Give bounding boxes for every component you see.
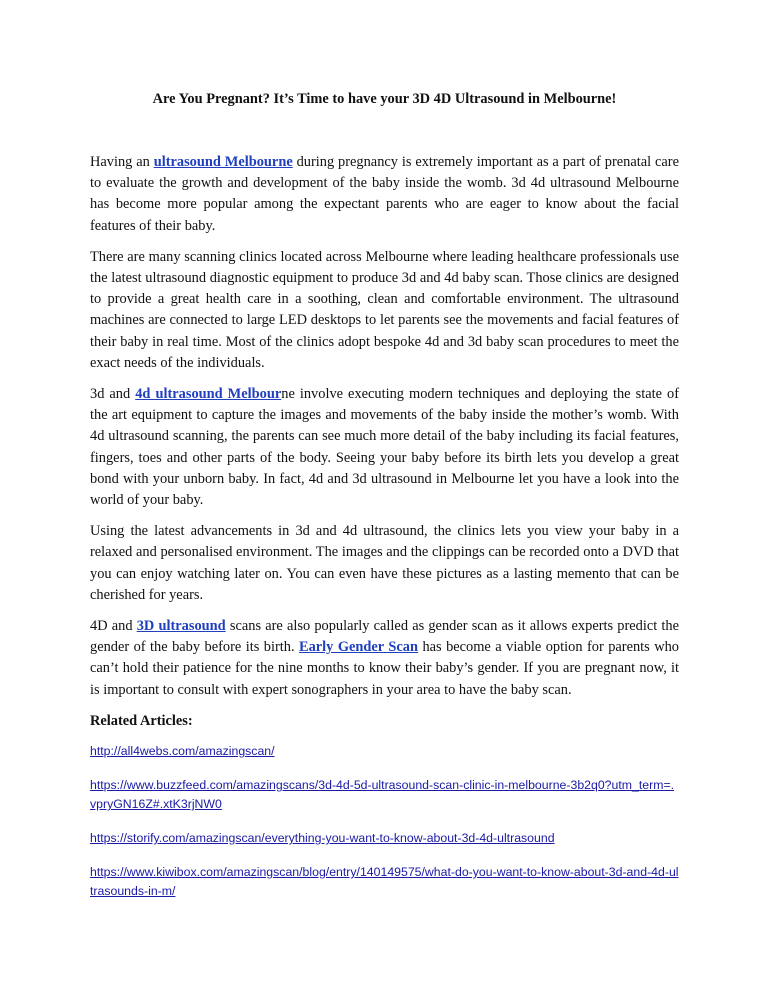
- link-4d-ultrasound-melbourne[interactable]: 4d ultrasound Melbour: [135, 386, 282, 403]
- link-ultrasound-melbourne[interactable]: ultrasound Melbourne: [153, 154, 293, 170]
- related-link-storify[interactable]: https://storify.com/amazingscan/everything-you-want-to-know-about-3d-4d-ultrasound: [90, 831, 555, 846]
- paragraph-5: [90, 616, 679, 701]
- paragraph-5-text-a: 4D and: [90, 618, 137, 635]
- document-page: [90, 88, 679, 916]
- paragraph-5-text-b: scans are also popularly called as gender scan as it allows experts predict the gender of the baby before its birth.: [90, 618, 679, 656]
- link-early-gender-scan[interactable]: Early Gender Scan: [299, 639, 418, 656]
- paragraph-3: [90, 384, 679, 511]
- related-link-kiwibox[interactable]: https://www.kiwibox.com/amazingscan/blog/entry/140149575/what-do-you-want-to-know-about-3d-and-4d-ultrasounds-in-m/: [90, 865, 679, 899]
- paragraph-1-text-b: during pregnancy is extremely important as a part of prenatal care to evaluate the growth and development of the baby inside the womb. 3d 4d ultrasound Melbourne has become more popular among the expectant parents who are eager to know about the facial features of their baby.: [90, 154, 679, 234]
- link-3d-ultrasound[interactable]: 3D ultrasound: [136, 618, 226, 635]
- paragraph-1-text-a: Having an: [90, 154, 154, 170]
- document-title: Are You Pregnant? It’s Time to have your 3D 4D Ultrasound in Melbourne!: [152, 91, 617, 107]
- related-links-list: [90, 742, 679, 901]
- paragraph-3-text-b: ne involve executing modern techniques and deploying the state of the art equipment to capture the images and movements of the baby inside the mother’s womb. With 4d ultrasound scanning, the parents can see much more detail of the baby including its facial features, fingers, toes and other parts of the body. Seeing your baby before its birth lets you develop a great bond with your unborn baby. In fact, 4d and 3d ultrasound in Melbourne let you have a look into the world of your baby.: [90, 386, 679, 509]
- related-articles-heading: Related Articles:: [90, 712, 193, 729]
- paragraph-4: Using the latest advancements in 3d and 4d ultrasound, the clinics lets you view your baby in a relaxed and personalised environment. The images and the clippings can be recorded onto a DVD that you can enjoy watching later on. You can even have these pictures as a lasting memento that can be cherished for years.: [90, 523, 679, 603]
- related-link-all4webs[interactable]: http://all4webs.com/amazingscan/: [90, 744, 275, 759]
- paragraph-3-text-a: 3d and: [90, 386, 136, 403]
- related-link-buzzfeed[interactable]: https://www.buzzfeed.com/amazingscans/3d-4d-5d-ultrasound-scan-clinic-in-melbourne-3b2q0?utm_term=.vpryGN16Z#.xtK3rjNW0: [90, 778, 675, 812]
- paragraph-5-text-c: has become a viable option for parents who can’t hold their patience for the nine months to know their baby’s gender. If you are pregnant now, it is important to consult with expert sonographers in your area to have the baby scan.: [90, 639, 679, 698]
- paragraph-2: There are many scanning clinics located across Melbourne where leading healthcare professionals use the latest ultrasound diagnostic equipment to produce 3d and 4d baby scan. Those clinics are designed to provide a great health care in a soothing, clean and comfortable environment. The ultrasound machines are connected to large LED desktops to let parents see the movements and facial features of their baby in real time. Most of the clinics adopt bespoke 4d and 3d baby scan procedures to meet the exact needs of the individuals.: [90, 248, 679, 371]
- paragraph-1: [90, 152, 679, 237]
